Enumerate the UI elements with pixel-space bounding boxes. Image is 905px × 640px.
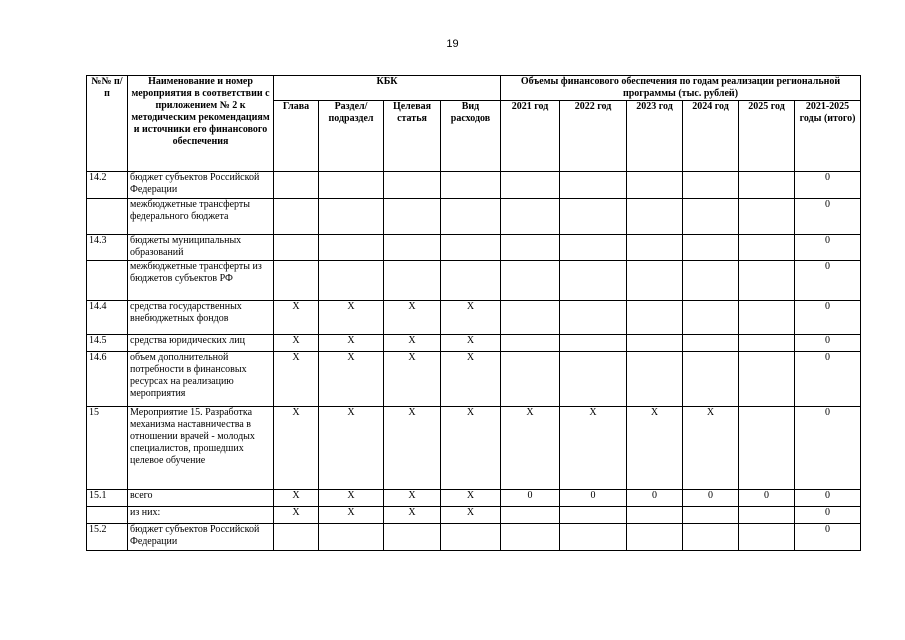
row-name: всего — [128, 490, 274, 507]
row-cell — [739, 235, 795, 261]
row-cell — [627, 352, 683, 407]
row-cell: 0 — [739, 490, 795, 507]
row-cell — [627, 172, 683, 199]
row-cell: Х — [384, 335, 441, 352]
row-cell: 0 — [795, 407, 861, 490]
row-cell: 0 — [795, 335, 861, 352]
row-cell — [560, 261, 627, 301]
row-cell — [384, 524, 441, 551]
row-number: 15 — [87, 407, 128, 490]
row-cell — [501, 301, 560, 335]
row-cell: 0 — [501, 490, 560, 507]
row-name: бюджет субъектов Российской Федерации — [128, 172, 274, 199]
row-cell — [384, 172, 441, 199]
header-glava: Глава — [274, 101, 319, 172]
row-cell — [560, 199, 627, 235]
row-cell — [319, 235, 384, 261]
row-cell: 0 — [795, 507, 861, 524]
header-statya: Целевая статья — [384, 101, 441, 172]
financing-table — [86, 75, 861, 551]
row-cell — [683, 507, 739, 524]
row-cell: Х — [319, 507, 384, 524]
row-cell — [384, 235, 441, 261]
row-cell — [274, 524, 319, 551]
table-row — [87, 490, 861, 507]
row-cell: Х — [274, 407, 319, 490]
row-cell — [683, 199, 739, 235]
row-cell: 0 — [627, 490, 683, 507]
row-cell: 0 — [795, 301, 861, 335]
table-row — [87, 507, 861, 524]
row-cell — [501, 352, 560, 407]
row-cell — [319, 524, 384, 551]
row-cell — [441, 235, 501, 261]
table-row — [87, 301, 861, 335]
row-number: 14.6 — [87, 352, 128, 407]
row-cell: Х — [274, 507, 319, 524]
header-razdel: Раздел/ подраздел — [319, 101, 384, 172]
row-cell — [319, 199, 384, 235]
row-cell — [441, 524, 501, 551]
row-cell — [441, 261, 501, 301]
row-cell — [627, 507, 683, 524]
row-cell — [683, 172, 739, 199]
row-cell — [683, 335, 739, 352]
row-cell: 0 — [795, 172, 861, 199]
row-cell: Х — [384, 407, 441, 490]
row-number: 14.2 — [87, 172, 128, 199]
row-number — [87, 199, 128, 235]
row-name: средства юридических лиц — [128, 335, 274, 352]
row-cell — [441, 199, 501, 235]
row-cell: Х — [274, 301, 319, 335]
header-total: 2021-2025 годы (итого) — [795, 101, 861, 172]
row-cell — [560, 352, 627, 407]
row-cell — [739, 407, 795, 490]
row-cell — [683, 524, 739, 551]
row-cell — [274, 199, 319, 235]
table-row — [87, 261, 861, 301]
row-cell — [739, 352, 795, 407]
row-cell: Х — [441, 490, 501, 507]
row-cell: 0 — [795, 261, 861, 301]
row-name: бюджеты муниципальных образований — [128, 235, 274, 261]
header-vid: Вид расходов — [441, 101, 501, 172]
row-cell — [683, 261, 739, 301]
row-name: бюджет субъектов Российской Федерации — [128, 524, 274, 551]
row-name: межбюджетные трансферты из бюджетов субъектов РФ — [128, 261, 274, 301]
row-cell: Х — [627, 407, 683, 490]
row-number: 14.3 — [87, 235, 128, 261]
row-name: из них: — [128, 507, 274, 524]
row-cell: Х — [274, 352, 319, 407]
row-cell: 0 — [795, 235, 861, 261]
row-cell — [739, 507, 795, 524]
row-cell: 0 — [795, 524, 861, 551]
row-cell: Х — [441, 507, 501, 524]
table-row — [87, 235, 861, 261]
row-cell: Х — [441, 301, 501, 335]
table-row — [87, 172, 861, 199]
row-cell — [739, 199, 795, 235]
header-year-2023: 2023 год — [627, 101, 683, 172]
row-name: Мероприятие 15. Разработка механизма наставничества в отношении врачей - молодых специалистов, прошедших целевое обучение — [128, 407, 274, 490]
row-cell — [274, 261, 319, 301]
table-row — [87, 352, 861, 407]
row-cell — [627, 335, 683, 352]
row-cell — [319, 172, 384, 199]
row-cell — [560, 172, 627, 199]
row-cell — [627, 524, 683, 551]
row-number: 15.2 — [87, 524, 128, 551]
row-cell — [501, 335, 560, 352]
row-cell — [627, 199, 683, 235]
row-cell: 0 — [795, 199, 861, 235]
row-number — [87, 507, 128, 524]
row-cell — [627, 235, 683, 261]
row-cell — [319, 261, 384, 301]
row-cell — [683, 235, 739, 261]
header-year-2024: 2024 год — [683, 101, 739, 172]
row-cell: Х — [501, 407, 560, 490]
row-cell: Х — [384, 352, 441, 407]
row-cell: Х — [319, 301, 384, 335]
header-name: Наименование и номер мероприятия в соответствии с приложением № 2 к методическим рекомендациям и источники его финансового обеспечения — [128, 76, 274, 172]
row-cell: Х — [683, 407, 739, 490]
row-cell: 0 — [683, 490, 739, 507]
row-cell — [560, 335, 627, 352]
row-cell — [501, 199, 560, 235]
row-cell: Х — [384, 301, 441, 335]
row-cell — [501, 524, 560, 551]
row-cell — [560, 524, 627, 551]
row-cell: Х — [384, 490, 441, 507]
row-cell — [441, 172, 501, 199]
row-cell — [739, 524, 795, 551]
header-kbk: КБК — [274, 76, 501, 101]
row-cell — [683, 301, 739, 335]
row-cell — [501, 235, 560, 261]
row-number: 15.1 — [87, 490, 128, 507]
row-cell — [627, 261, 683, 301]
row-cell: Х — [319, 490, 384, 507]
row-cell: 0 — [560, 490, 627, 507]
row-cell: Х — [319, 335, 384, 352]
row-cell — [560, 507, 627, 524]
row-cell: Х — [441, 352, 501, 407]
row-cell — [501, 507, 560, 524]
row-number — [87, 261, 128, 301]
row-cell — [501, 261, 560, 301]
row-name: межбюджетные трансферты федерального бюджета — [128, 199, 274, 235]
row-cell — [683, 352, 739, 407]
header-year-2022: 2022 год — [560, 101, 627, 172]
row-cell: 0 — [795, 352, 861, 407]
row-cell — [739, 335, 795, 352]
header-year-2025: 2025 год — [739, 101, 795, 172]
table-row — [87, 335, 861, 352]
row-cell — [501, 172, 560, 199]
row-cell — [739, 301, 795, 335]
row-cell — [739, 261, 795, 301]
table-body — [87, 172, 861, 551]
row-cell — [274, 172, 319, 199]
row-number: 14.4 — [87, 301, 128, 335]
row-cell — [560, 301, 627, 335]
row-cell: Х — [274, 335, 319, 352]
header-num: №№ п/п — [87, 76, 128, 172]
row-cell — [739, 172, 795, 199]
row-cell — [384, 261, 441, 301]
header-volumes: Объемы финансового обеспечения по годам реализации региональной программы (тыс. рублей) — [501, 76, 861, 101]
row-cell: Х — [319, 407, 384, 490]
row-cell: Х — [441, 407, 501, 490]
row-cell — [384, 199, 441, 235]
table-row — [87, 199, 861, 235]
row-cell — [274, 235, 319, 261]
row-cell — [560, 235, 627, 261]
row-cell: Х — [441, 335, 501, 352]
row-name: объем дополнительной потребности в финансовых ресурсах на реализацию мероприятия — [128, 352, 274, 407]
row-number: 14.5 — [87, 335, 128, 352]
row-cell: Х — [560, 407, 627, 490]
table-row — [87, 524, 861, 551]
row-cell: Х — [274, 490, 319, 507]
page-number: 19 — [446, 38, 459, 50]
table-row — [87, 407, 861, 490]
row-cell: Х — [384, 507, 441, 524]
row-cell — [627, 301, 683, 335]
header-year-2021: 2021 год — [501, 101, 560, 172]
row-cell: Х — [319, 352, 384, 407]
row-name: средства государственных внебюджетных фондов — [128, 301, 274, 335]
row-cell: 0 — [795, 490, 861, 507]
